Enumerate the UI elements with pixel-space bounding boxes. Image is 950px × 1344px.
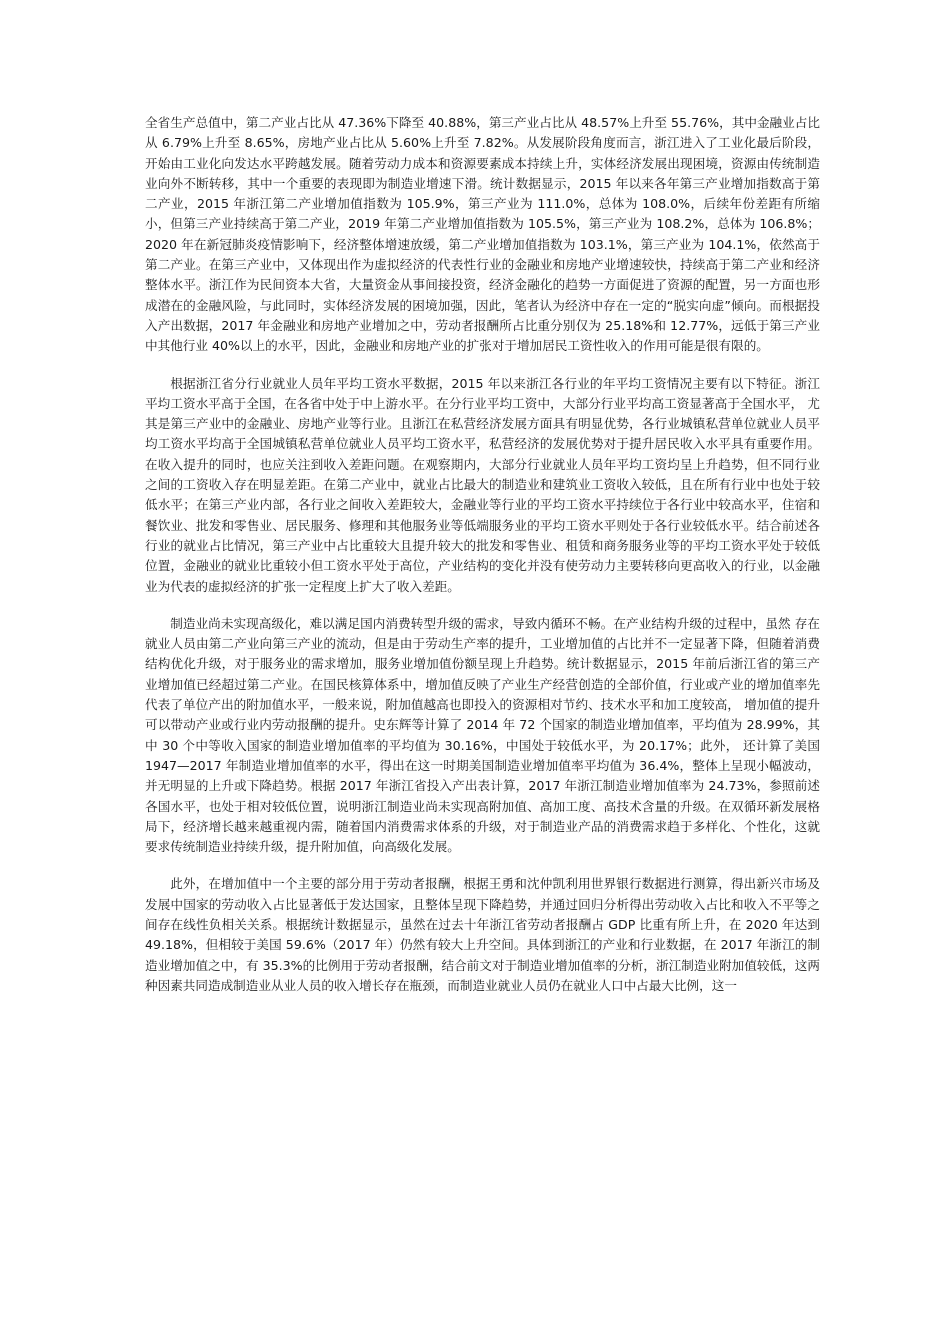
paragraph-3: 制造业尚未实现高级化，难以满足国内消费转型升级的需求，导致内循环不畅。在产业结构升级的过程中，虽然 存在就业人员由第二产业向第三产业的流动，但是由于劳动生产率的提升，工业增加值的占比并不一定显著下降，但随着消费结构优化升级，对于服务业的需求增加，服务业增加值份额呈现上升趋势。统计数据显示，2015 年前后浙江省的第三产业增加值已经超过第二产业。在国民核算体系中，增加值反映了产业生产经营创造的全部价值，行业或产业的增加值率先代表了单位产出的附加值水平，一般来说，附加值越高也即投入的资源相对节约、技术水平和加工度较高， 增加值的提升可以带动产业或行业内劳动报酬的提升。史东辉等计算了 2014 年 72 个国家的制造业增加值率，平均值为 28.99%，其中 30 个中等收入国家的制造业增加值率的平均值为 30.16%，中国处于较低水平，为 20.17%；此外， 还计算了美国 1947—2017 年制造业增加值率的水平，得出在这一时期美国制造业增加值率平均值为 36.4%，整体上呈现小幅波动，并无明显的上升或下降趋势。根据 2017 年浙江省投入产出表计算，2017 年浙江制造业增加值率为 24.73%，参照前述各国水平，也处于相对较低位置，说明浙江制造业尚未实现高附加值、高加工度、高技术含量的升级。在双循环新发展格局下，经济增长越来越重视内需，随着国内消费需求体系的升级，对于制造业产品的消费需求趋于多样化、个性化，这就要求传统制造业持续升级，提升附加值，向高级化发展。 (145, 615, 820, 855)
document-body (145, 113, 820, 1013)
paragraph-4: 此外，在增加值中一个主要的部分用于劳动者报酬，根据王勇和沈仲凯利用世界银行数据进行测算，得出新兴市场及发展中国家的劳动收入占比显著低于发达国家，且整体呈现下降趋势，并通过回归分析得出劳动收入占比和收入不平等之间存在线性负相关关系。根据统计数据显示，虽然在过去十年浙江省劳动者报酬占 GDP 比重有所上升，在 2020 年达到 49.18%，但相较于美国 59.6%（2017 年）仍然有较大上升空间。具体到浙江的产业和行业数据，在 2017 年浙江的制造业增加值之中，有 35.3%的比例用于劳动者报酬，结合前文对于制造业增加值率的分析，浙江制造业附加值较低，这两种因素共同造成制造业从业人员的收入增长存在瓶颈，而制造业就业人员仍在就业人口中占最大比例，这一 (145, 876, 820, 993)
paragraph-2: 根据浙江省分行业就业人员年平均工资水平数据，2015 年以来浙江各行业的年平均工资情况主要有以下特征。浙江平均工资水平高于全国，在各省中处于中上游水平。在分行业平均工资中，大部分行业平均高工资显著高于全国水平， 尤其是第三产业中的金融业、房地产业等行业。且浙江在私营经济发展方面具有明显优势，各行业城镇私营单位就业人员平均工资水平均高于全国城镇私营单位就业人员平均工资水平，私营经济的发展优势对于提升居民收入水平具有重要作用。在收入提升的同时，也应关注到收入差距问题。在观察期内，大部分行业就业人员年平均工资均呈上升趋势，但不同行业之间的工资收入存在明显差距。在第二产业中，就业占比最大的制造业和建筑业工资收入较低，且在所有行业中也处于较低水平；在第三产业内部，各行业之间收入差距较大，金融业等行业的平均工资水平持续位于各行业中较高水平，住宿和餐饮业、批发和零售业、居民服务、修理和其他服务业等低端服务业的平均工资水平则处于各行业较低水平。结合前述各行业的就业占比情况，第三产业中占比重较大且提升较大的批发和零售业、租赁和商务服务业等的平均工资水平处于较低位置，金融业的就业比重较小但工资水平处于高位，产业结构的变化并没有使劳动力主要转移向更高收入的行业，以金融业为代表的虚拟经济的扩张一定程度上扩大了收入差距。 (145, 375, 820, 594)
paragraph-1: 全省生产总值中，第二产业占比从 47.36%下降至 40.88%，第三产业占比从 48.57%上升至 55.76%，其中金融业占比从 6.79%上升至 8.65%，房地产业占比从 5.60%上升至 7.82%。从发展阶段角度而言，浙江进入了工业化最后阶段，开始由工业化向发达水平跨越发展。随着劳动力成本和资源要素成本持续上升，实体经济发展出现困境，资源由传统制造业向外不断转移，其中一个重要的表现即为制造业增速下滑。统计数据显示，2015 年以来各年第三产业增加指数高于第二产业，2015 年浙江第二产业增加值指数为 105.9%，第三产业为 111.0%，总体为 108.0%，后续年份差距有所缩小，但第三产业持续高于第二产业，2019 年第二产业增加值指数为 105.5%，第三产业为 108.2%，总体为 106.8%； 2020 年在新冠肺炎疫情影响下，经济整体增速放缓，第二产业增加值指数为 103.1%，第三产业为 104.1%，依然高于第二产业。在第三产业中，又体现出作为虚拟经济的代表性行业的金融业和房地产业增速较快，持续高于第二产业和经济整体水平。浙江作为民间资本大省，大量资金从事间接投资，经济金融化的趋势一方面促进了资源的配置，另一方面也形成潜在的金融风险，与此同时，实体经济发展的困境加强，因此，笔者认为经济中存在一定的“脱实向虚”倾向。而根据投入产出数据，2017 年金融业和房地产业增加之中，劳动者报酬所占比重分别仅为 25.18%和 12.77%，远低于第三产业中其他行业 40%以上的水平，因此，金融业和房地产业的扩张对于增加居民工资性收入的作用可能是很有限的。 (145, 115, 820, 354)
